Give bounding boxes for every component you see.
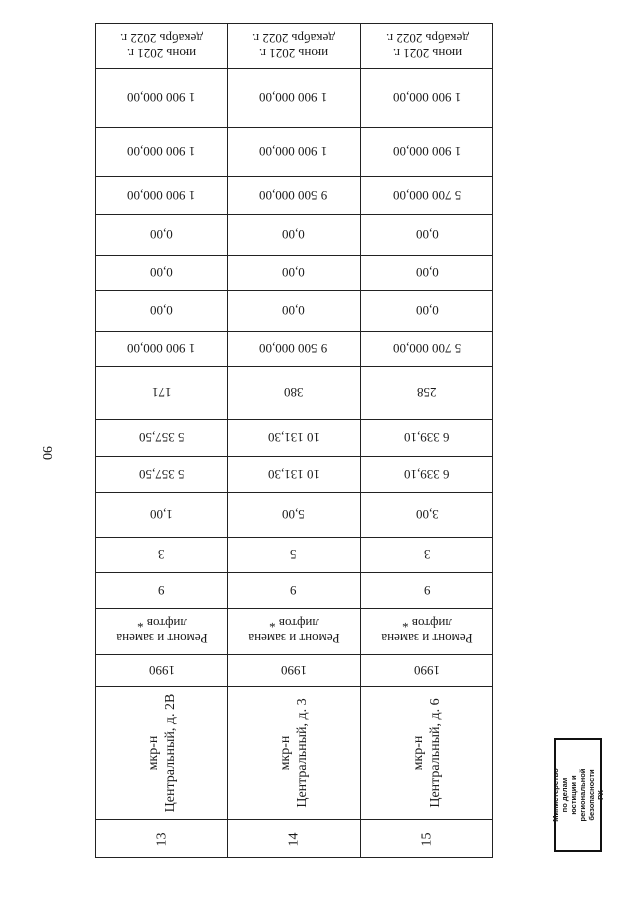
repair-register-table: [95, 23, 493, 858]
cell-num: [227, 819, 360, 859]
cost-total-text: 1 900 000,00: [127, 341, 196, 356]
cell-fund-owners: [227, 176, 360, 214]
residents-text: 380: [283, 385, 304, 400]
period-text: июнь 2021 г. декабрь 2022 г.: [252, 31, 335, 61]
max-unit-cost-text: 1 900 000,00: [259, 90, 328, 105]
fund-local-text: 0,00: [282, 227, 305, 242]
num-text: 14: [286, 832, 301, 846]
cell-area-total: [227, 456, 360, 492]
work-type-text: Ремонт и замена лифтов *: [381, 616, 473, 646]
cell-num: [360, 819, 494, 859]
cell-num: [96, 819, 227, 859]
area-living-text: 10 131,30: [267, 430, 320, 445]
page-number: 90: [39, 446, 54, 460]
work-type-text: Ремонт и замена лифтов *: [247, 616, 340, 646]
cost-total-text: 5 700 000,00: [392, 341, 462, 356]
address-text: мкр-н Центральный, д. 2В: [145, 693, 178, 812]
fund-federal-text: 0,00: [282, 303, 305, 318]
floors-text: 9: [158, 582, 165, 598]
cost-total-text: 9 500 000,00: [259, 341, 328, 356]
year-text: 1990: [280, 662, 307, 678]
fund-owners-text: 9 500 000,00: [259, 187, 328, 203]
cell-fund-regional: [227, 255, 360, 290]
entrances-text: 5: [290, 547, 297, 562]
fund-local-text: 0,00: [415, 227, 439, 242]
area-living-text: 5 357,50: [138, 430, 185, 445]
fund-federal-text: 0,00: [150, 303, 173, 318]
cell-fund-owners: [96, 176, 227, 214]
unit-cost-text: 1 900 000,00: [127, 144, 196, 159]
cell-entrances: [360, 537, 494, 572]
year-text: 1990: [148, 662, 175, 678]
cell-area-living: [227, 419, 360, 456]
num-text: 13: [154, 832, 169, 846]
cell-area-living: [96, 419, 227, 456]
ministry-stamp: [551, 738, 606, 852]
num-text: 15: [419, 832, 435, 846]
cell-max-unit-cost: [227, 68, 360, 127]
floors-text: 9: [290, 582, 297, 598]
cell-entrances: [96, 537, 227, 572]
cell-work-type: [360, 608, 494, 654]
cell-area-total: [360, 456, 494, 492]
floors-text: 9: [423, 582, 431, 598]
fund-owners-text: 5 700 000,00: [392, 187, 462, 203]
cell-floors: [227, 572, 360, 608]
fund-owners-text: 1 900 000,00: [127, 187, 196, 203]
cell-period: [227, 24, 360, 68]
cell-cost-total: [227, 331, 360, 366]
cell-fund-federal: [227, 290, 360, 331]
cell-unit-cost: [227, 127, 360, 176]
residents-text: 171: [151, 385, 172, 400]
cell-cost-total: [360, 331, 494, 366]
address-text: мкр-н Центральный, д. 6: [411, 697, 443, 808]
cell-unit-cost: [360, 127, 494, 176]
cell-max-unit-cost: [96, 68, 227, 127]
cell-work-type: [227, 608, 360, 654]
cell-fund-local: [96, 214, 227, 255]
cell-period: [360, 24, 494, 68]
cell-year: [96, 654, 227, 686]
cell-address: [96, 686, 227, 819]
cell-residents: [360, 366, 494, 419]
cell-elevators: [96, 492, 227, 537]
residents-text: 258: [417, 385, 437, 400]
max-unit-cost-text: 1 900 000,00: [392, 90, 462, 105]
cell-fund-regional: [360, 255, 494, 290]
cell-address: [227, 686, 360, 819]
area-total-text: 6 339,10: [404, 466, 450, 482]
cell-elevators: [360, 492, 494, 537]
unit-cost-text: 1 900 000,00: [259, 144, 328, 159]
entrances-text: 3: [423, 547, 431, 562]
stamp-line: Министерство по делам: [551, 768, 570, 822]
stamp-line: юстиции и региональной: [569, 768, 588, 822]
elevators-text: 3,00: [415, 507, 439, 522]
year-text: 1990: [414, 662, 440, 678]
address-text: мкр-н Центральный, д. 3: [277, 697, 310, 808]
cell-fund-owners: [360, 176, 494, 214]
stamp-line: безопасности РХ: [587, 769, 606, 821]
fund-regional-text: 0,00: [282, 265, 305, 280]
cell-area-total: [96, 456, 227, 492]
cell-entrances: [227, 537, 360, 572]
cell-cost-total: [96, 331, 227, 366]
period-text: июнь 2021 г. декабрь 2022 г.: [385, 31, 469, 61]
fund-federal-text: 0,00: [415, 303, 439, 318]
cell-elevators: [227, 492, 360, 537]
elevators-text: 5,00: [282, 507, 305, 522]
fund-regional-text: 0,00: [150, 265, 173, 280]
cell-residents: [96, 366, 227, 419]
elevators-text: 1,00: [150, 507, 173, 522]
area-living-text: 6 339,10: [404, 430, 450, 445]
cell-max-unit-cost: [360, 68, 494, 127]
cell-fund-federal: [360, 290, 494, 331]
work-type-text: Ремонт и замена лифтов *: [115, 616, 208, 646]
cell-year: [227, 654, 360, 686]
cell-unit-cost: [96, 127, 227, 176]
cell-floors: [96, 572, 227, 608]
max-unit-cost-text: 1 900 000,00: [127, 90, 196, 105]
area-total-text: 10 131,30: [267, 466, 320, 482]
entrances-text: 3: [158, 547, 165, 562]
cell-address: [360, 686, 494, 819]
cell-residents: [227, 366, 360, 419]
cell-work-type: [96, 608, 227, 654]
cell-fund-local: [360, 214, 494, 255]
period-text: июнь 2021 г. декабрь 2022 г.: [120, 31, 203, 61]
cell-floors: [360, 572, 494, 608]
cell-period: [96, 24, 227, 68]
fund-regional-text: 0,00: [415, 265, 439, 280]
area-total-text: 5 357,50: [138, 466, 185, 482]
cell-fund-federal: [96, 290, 227, 331]
unit-cost-text: 1 900 000,00: [392, 144, 462, 159]
fund-local-text: 0,00: [150, 227, 173, 242]
cell-area-living: [360, 419, 494, 456]
cell-fund-regional: [96, 255, 227, 290]
cell-fund-local: [227, 214, 360, 255]
cell-year: [360, 654, 494, 686]
